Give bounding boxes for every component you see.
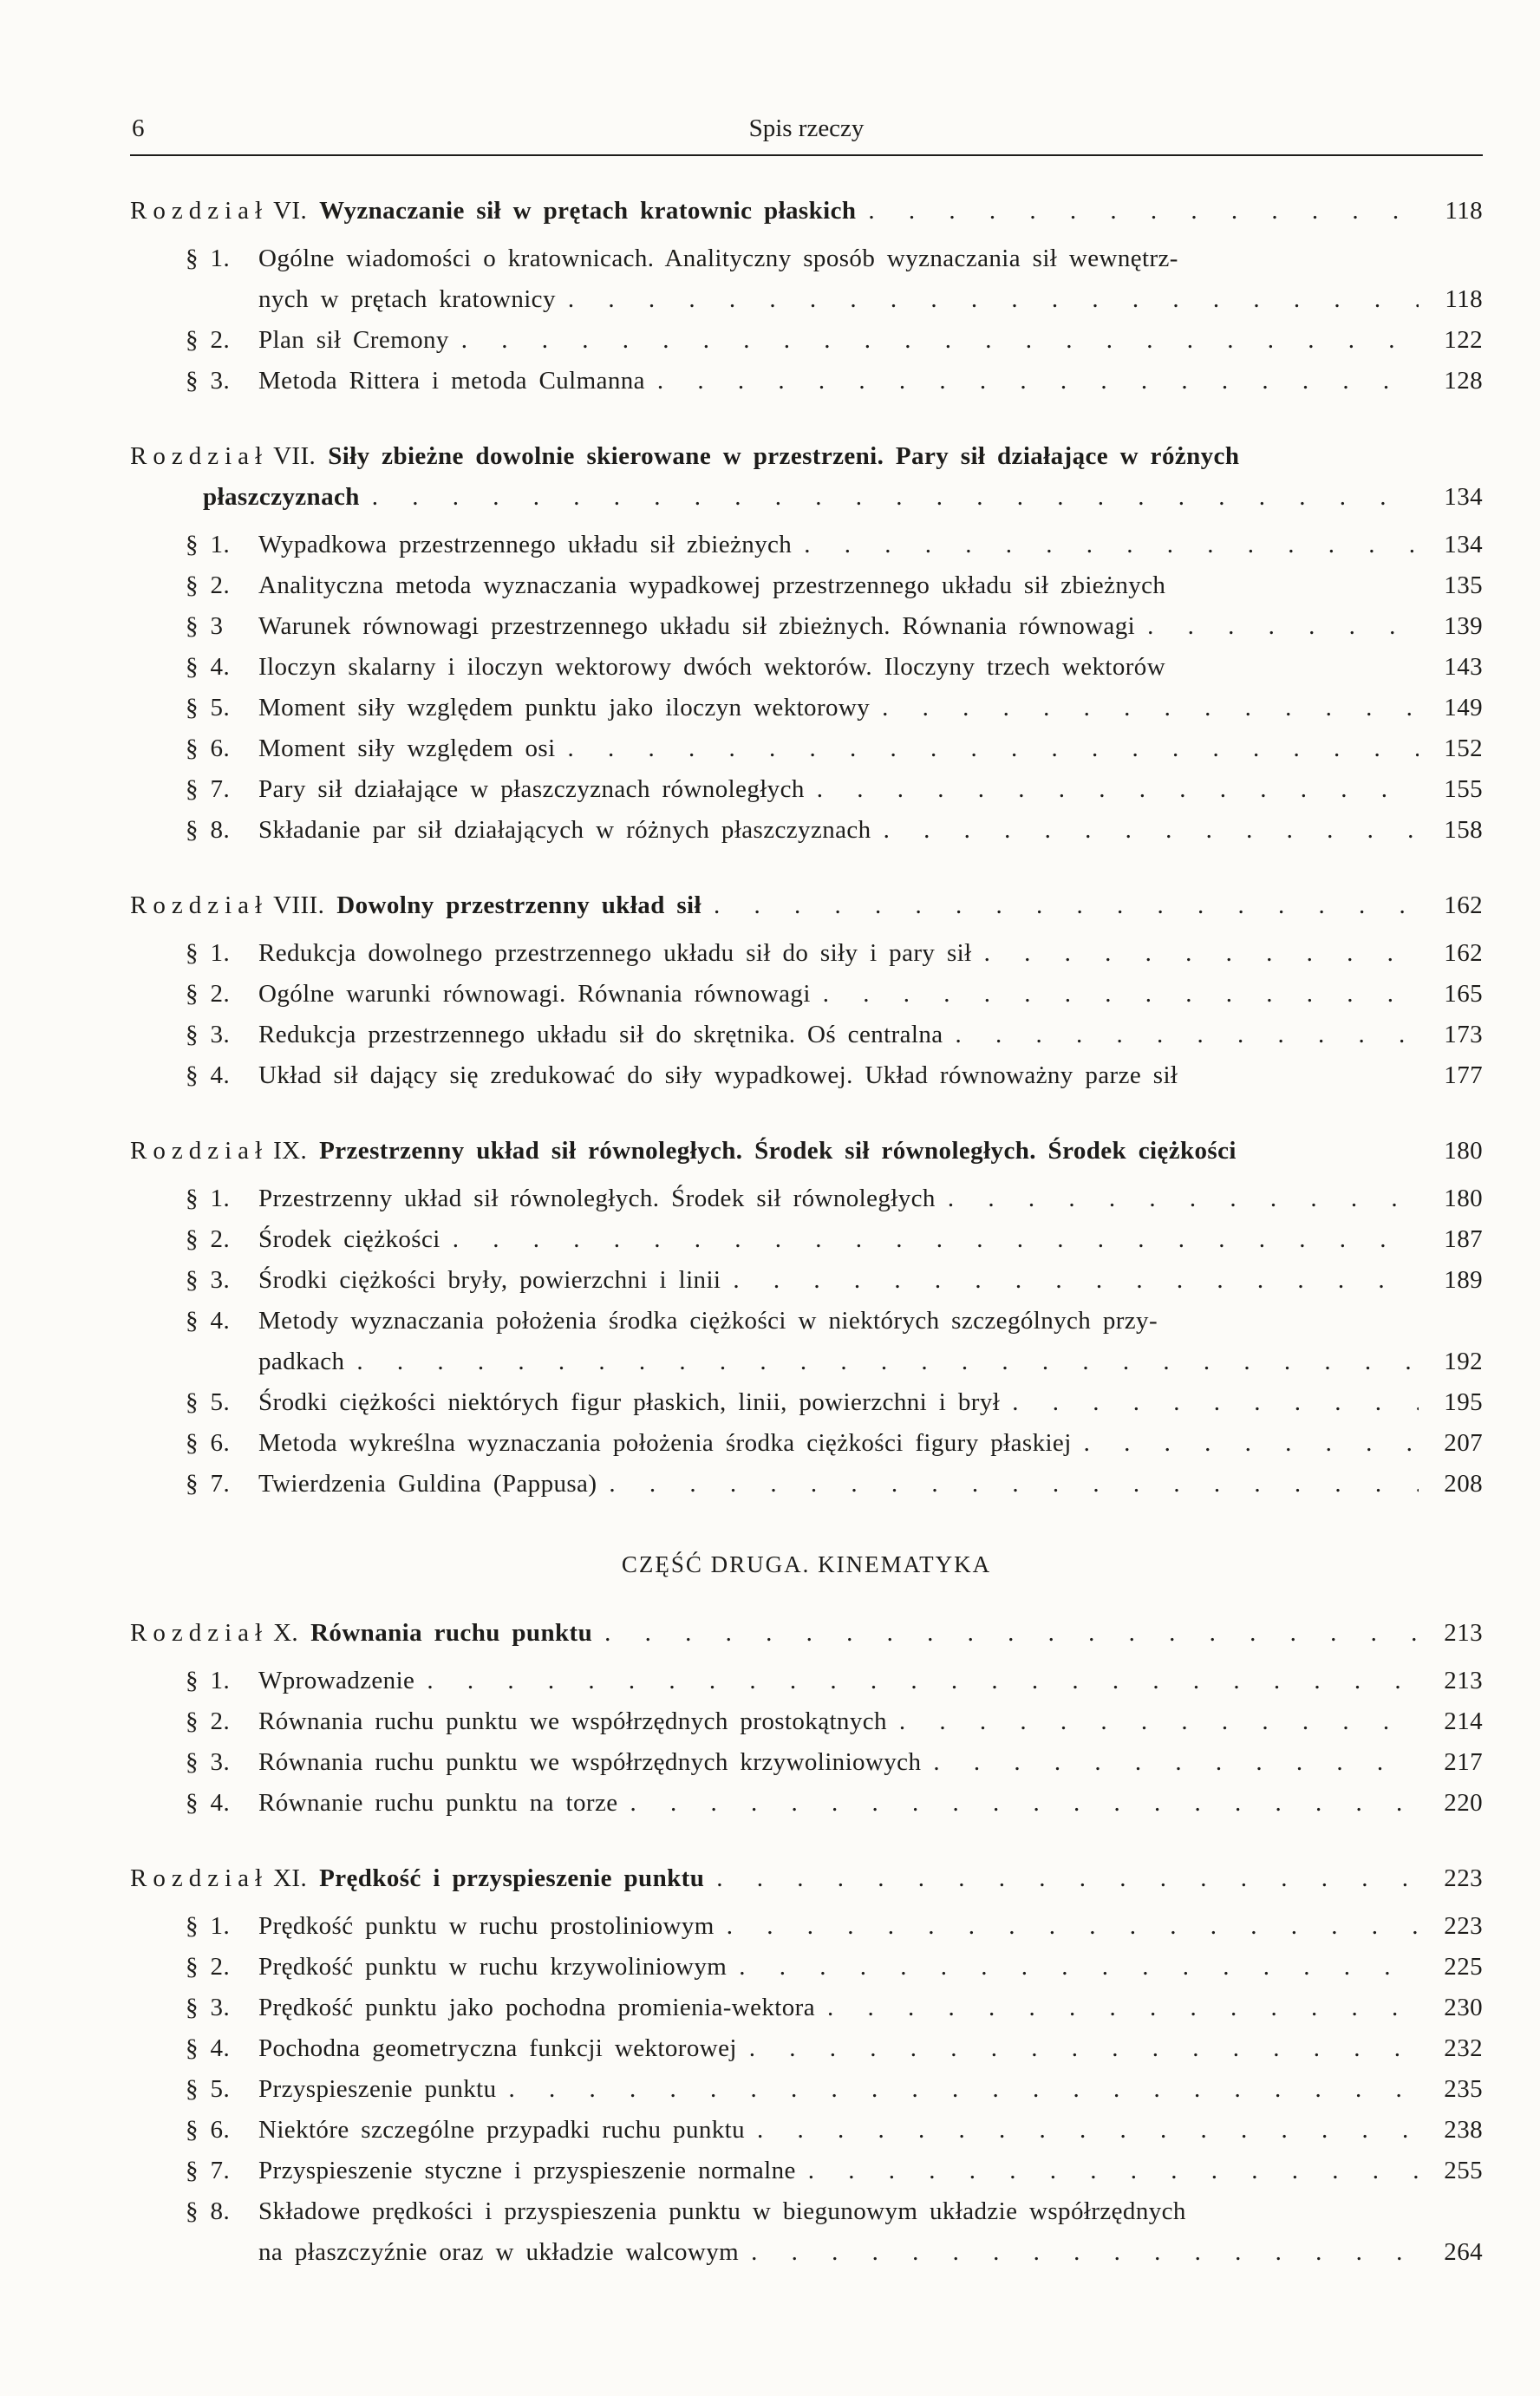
toc-entry-line [130,1260,1483,1301]
target-page-number: 225 [1444,1953,1483,1981]
target-page-number: 180 [1444,1137,1483,1165]
section-number: § 2. [186,571,231,599]
target-page-number: 139 [1444,612,1483,640]
section-title: Iloczyn skalarny i iloczyn wektorowy dwóch wektorów. Iloczyny trzech wektorów [258,653,1166,681]
section-number: § 2. [186,1707,231,1735]
chapter-heading-line [130,477,1483,518]
target-page-number: 213 [1444,1619,1483,1647]
section-title: Metoda Rittera i metoda Culmanna [258,367,645,395]
chapter-word: Rozdział [130,442,269,470]
dot-leader [714,885,1419,926]
section-number: § 6. [186,1429,231,1457]
toc-chapter [130,1131,1483,1505]
dot-leader [827,1988,1419,2028]
chapter-title: Równania ruchu punktu [310,1619,593,1647]
toc-chapter [130,436,1483,851]
chapter-heading-line [130,885,1483,926]
toc-entry-line [130,1382,1483,1423]
section-number: § 1. [186,1185,231,1212]
dot-leader [461,320,1419,361]
target-page-number: 230 [1444,1994,1483,2021]
toc-entry-line [130,1342,1483,1382]
target-page-number: 149 [1444,694,1483,721]
dot-leader [804,525,1419,565]
target-page-number: 264 [1444,2238,1483,2266]
chapter-heading-line [130,1131,1483,1172]
toc-entry-line [130,2151,1483,2191]
target-page-number: 122 [1444,326,1483,354]
dot-leader [948,1178,1419,1219]
section-number: § 2. [186,1225,231,1253]
target-page-number: 162 [1444,891,1483,919]
target-page-number: 118 [1445,285,1483,313]
toc-entry-line [130,1178,1483,1219]
chapter-sections [130,1661,1483,1824]
section-number: § 4. [186,2034,231,2062]
section-number: § 3. [186,1994,231,2021]
target-page-number: 173 [1444,1021,1483,1048]
toc-entry-line [130,1701,1483,1742]
section-number: § 4. [186,653,231,681]
toc-chapter [130,1858,1483,2273]
chapter-word: Rozdział [130,1137,269,1165]
target-page-number: 165 [1444,980,1483,1008]
section-number: § 3. [186,1021,231,1048]
toc-entry-line [130,1301,1483,1342]
toc-entry-line [130,1988,1483,2028]
section-number: § 2. [186,326,231,354]
target-page-number: 195 [1444,1388,1483,1416]
chapter-numeral: X. [273,1619,299,1647]
chapter-title: Prędkość i przyspieszenie punktu [319,1864,705,1892]
toc-entry-line [130,606,1483,647]
toc-entry-line [130,565,1483,606]
target-page-number: 220 [1444,1789,1483,1817]
toc-entry-line [130,933,1483,974]
dot-leader [568,728,1419,769]
section-title: Środki ciężkości niektórych figur płaskich, linii, powierzchni i brył [258,1388,1001,1416]
section-title: Analityczna metoda wyznaczania wypadkowej przestrzennego układu sił zbieżnych [258,571,1166,599]
section-number: § 2. [186,1953,231,1981]
target-page-number: 207 [1444,1429,1483,1457]
chapter-numeral: VII. [273,442,316,470]
target-page-number: 189 [1444,1266,1483,1294]
toc-entry-line [130,1742,1483,1783]
section-title: Środek ciężkości [258,1225,440,1253]
section-title: Równania ruchu punktu we współrzędnych prostokątnych [258,1707,887,1735]
part-heading: CZĘŚĆ DRUGA. KINEMATYKA [621,1551,992,1577]
dot-leader [882,688,1419,728]
target-page-number: 155 [1444,775,1483,803]
chapter-heading-line [130,436,1483,477]
section-title: Moment siły względem osi [258,734,556,762]
section-title: Redukcja przestrzennego układu sił do skrętnika. Oś centralna [258,1021,943,1048]
section-title: padkach [258,1348,345,1375]
dot-leader [716,1858,1419,1899]
toc-entry-line [130,974,1483,1015]
section-title: Metoda wykreślna wyznaczania położenia środka ciężkości figury płaskiej [258,1429,1072,1457]
toc-body [130,191,1483,2273]
chapter-title: Przestrzenny układ sił równoległych. Środek sił równoległych. Środek ciężkości [319,1137,1237,1165]
toc-chapter [130,1613,1483,1824]
dot-leader [817,769,1419,810]
dot-leader [453,1219,1419,1260]
target-page-number: 223 [1444,1864,1483,1892]
chapter-heading-line [130,191,1483,232]
dot-leader [1147,606,1419,647]
dot-leader [823,974,1419,1015]
dot-leader [956,1015,1419,1055]
chapter-numeral: XI. [273,1864,308,1892]
section-title: Przyspieszenie styczne i przyspieszenie normalne [258,2157,796,2184]
chapter-title: Siły zbieżne dowolnie skierowane w przestrzeni. Pary sił działające w różnych [328,442,1240,470]
toc-entry-line [130,1464,1483,1505]
section-number: § 6. [186,2116,231,2144]
section-number: § 5. [186,2075,231,2103]
section-title: Prędkość punktu w ruchu krzywoliniowym [258,1953,728,1981]
target-page-number: 143 [1444,653,1483,681]
section-title: Plan sił Cremony [258,326,449,354]
chapter-numeral: VIII. [273,891,325,919]
section-title: Równania ruchu punktu we współrzędnych krzywoliniowych [258,1748,922,1776]
section-number: § 3. [186,367,231,395]
toc-entry-line [130,1783,1483,1824]
section-title: Niektóre szczególne przypadki ruchu punktu [258,2116,746,2144]
running-title: Spis rzeczy [748,114,865,142]
target-page-number: 162 [1444,939,1483,967]
dot-leader [749,2028,1419,2069]
toc-entry-line [130,525,1483,565]
section-title: Ogólne warunki równowagi. Równania równowagi [258,980,811,1008]
target-page-number: 208 [1444,1470,1483,1498]
chapter-sections [130,933,1483,1096]
section-number: § 2. [186,980,231,1008]
target-page-number: 128 [1444,367,1483,395]
toc-entry-line [130,2191,1483,2232]
section-number: § 1. [186,1667,231,1694]
toc-entry-line [130,1015,1483,1055]
section-title: na płaszczyźnie oraz w układzie walcowym [258,2238,740,2266]
dot-leader [899,1701,1419,1742]
target-page-number: 223 [1444,1912,1483,1940]
dot-leader [630,1783,1419,1824]
toc-entry-line [130,1219,1483,1260]
target-page-number: 235 [1444,2075,1483,2103]
section-number: § 4. [186,1307,231,1335]
dot-leader [808,2151,1419,2191]
section-title: Moment siły względem punktu jako iloczyn wektorowy [258,694,871,721]
toc-entry-line [130,279,1483,320]
section-title: Środki ciężkości bryły, powierzchni i linii [258,1266,721,1294]
section-title: Składowe prędkości i przyspieszenia punktu w biegunowym układzie współrzędnych [258,2197,1186,2225]
section-number: § 7. [186,775,231,803]
chapter-sections [130,238,1483,402]
chapter-word: Rozdział [130,1864,269,1892]
toc-entry-line [130,238,1483,279]
chapter-sections [130,1906,1483,2273]
dot-leader [356,1342,1419,1382]
toc-entry-line [130,1055,1483,1096]
section-title: Równanie ruchu punktu na torze [258,1789,618,1817]
section-number: § 7. [186,2157,231,2184]
toc-entry-line [130,2028,1483,2069]
toc-chapter [130,885,1483,1096]
target-page-number: 134 [1444,483,1483,511]
toc-entry-line [130,1906,1483,1947]
chapter-title: Dowolny przestrzenny układ sił [336,891,701,919]
section-title: Wypadkowa przestrzennego układu sił zbieżnych [258,531,793,558]
section-title: Prędkość punktu jako pochodna promienia-wektora [258,1994,815,2021]
dot-leader [372,477,1419,518]
section-number: § 1. [186,245,231,272]
section-title: Warunek równowagi przestrzennego układu sił zbieżnych. Równania równowagi [258,612,1136,640]
section-number: § 4. [186,1061,231,1089]
toc-chapter [130,191,1483,402]
toc-entry-line [130,1947,1483,1988]
dot-leader [509,2069,1419,2110]
section-title: Przyspieszenie punktu [258,2075,497,2103]
section-title: Prędkość punktu w ruchu prostoliniowym [258,1912,715,1940]
toc-entry-line [130,647,1483,688]
toc-entry-line [130,1423,1483,1464]
section-number: § 5. [186,694,231,721]
target-page-number: 118 [1445,197,1483,225]
section-number: § 8. [186,816,231,844]
dot-leader [1012,1382,1419,1423]
section-title: nych w prętach kratownicy [258,285,556,313]
target-page-number: 135 [1444,571,1483,599]
section-number: § 7. [186,1470,231,1498]
section-number: § 1. [186,939,231,967]
dot-leader [727,1906,1419,1947]
dot-leader [604,1613,1419,1654]
chapter-sections [130,525,1483,851]
section-number: § 3. [186,1266,231,1294]
target-page-number: 177 [1444,1061,1483,1089]
dot-leader [739,1947,1419,1988]
section-title: Twierdzenia Guldina (Pappusa) [258,1470,597,1498]
toc-entry-line [130,1661,1483,1701]
page-header [130,113,1483,144]
dot-leader [933,1742,1419,1783]
section-title: Metody wyznaczania położenia środka ciężkości w niektórych szczególnych przy- [258,1307,1158,1335]
section-number: § 3. [186,1748,231,1776]
section-number: § 4. [186,1789,231,1817]
section-title: Wprowadzenie [258,1667,415,1694]
target-page-number: 152 [1444,734,1483,762]
target-page-number: 214 [1444,1707,1483,1735]
dot-leader [751,2232,1419,2273]
header-rule [130,154,1483,156]
chapter-word: Rozdział [130,197,269,225]
chapter-sections [130,1178,1483,1505]
dot-leader [884,810,1419,851]
section-number: § 8. [186,2197,231,2225]
dot-leader [1084,1423,1419,1464]
dot-leader [568,279,1419,320]
toc-entry-line [130,2069,1483,2110]
dot-leader [733,1260,1419,1301]
dot-leader [657,361,1419,402]
section-number: § 1. [186,1912,231,1940]
target-page-number: 187 [1444,1225,1483,1253]
chapter-word: Rozdział [130,1619,269,1647]
toc-entry-line [130,728,1483,769]
section-title: Przestrzenny układ sił równoległych. Środek sił równoległych [258,1185,936,1212]
target-page-number: 232 [1444,2034,1483,2062]
toc-entry-line [130,2110,1483,2151]
toc-entry-line [130,810,1483,851]
target-page-number: 158 [1444,816,1483,844]
target-page-number: 192 [1444,1348,1483,1375]
toc-entry-line [130,361,1483,402]
section-title: Redukcja dowolnego przestrzennego układu sił do siły i pary sił [258,939,972,967]
dot-leader [757,2110,1419,2151]
section-title: Układ sił dający się zredukować do siły wypadkowej. Układ równoważny parze sił [258,1061,1178,1089]
dot-leader [427,1661,1419,1701]
target-page-number: 217 [1444,1748,1483,1776]
section-number: § 6. [186,734,231,762]
target-page-number: 180 [1444,1185,1483,1212]
chapter-heading-line [130,1613,1483,1654]
section-title: Ogólne wiadomości o kratownicach. Analityczny sposób wyznaczania sił wewnętrz- [258,245,1178,272]
section-number: § 1. [186,531,231,558]
chapter-numeral: IX. [273,1137,308,1165]
toc-entry-line [130,688,1483,728]
chapter-title-continued: płaszczyznach [203,483,360,511]
chapter-word: Rozdział [130,891,269,919]
section-number: § 5. [186,1388,231,1416]
chapter-heading-line [130,1858,1483,1899]
target-page-number: 238 [1444,2116,1483,2144]
section-title: Pochodna geometryczna funkcji wektorowej [258,2034,737,2062]
section-title: Pary sił działające w płaszczyznach równoległych [258,775,805,803]
dot-leader [984,933,1419,974]
dot-leader [609,1464,1419,1505]
section-number: § 3 [186,612,224,640]
target-page-number: 255 [1444,2157,1483,2184]
chapter-numeral: VI. [273,197,308,225]
toc-entry-line [130,320,1483,361]
toc-entry-line [130,2232,1483,2273]
chapter-title: Wyznaczanie sił w prętach kratownic płaskich [319,197,857,225]
section-title: Składanie par sił działających w różnych płaszczyznach [258,816,871,844]
target-page-number: 213 [1444,1667,1483,1694]
target-page-number: 134 [1444,531,1483,558]
toc-entry-line [130,769,1483,810]
page-number: 6 [132,114,145,142]
dot-leader [868,191,1419,232]
